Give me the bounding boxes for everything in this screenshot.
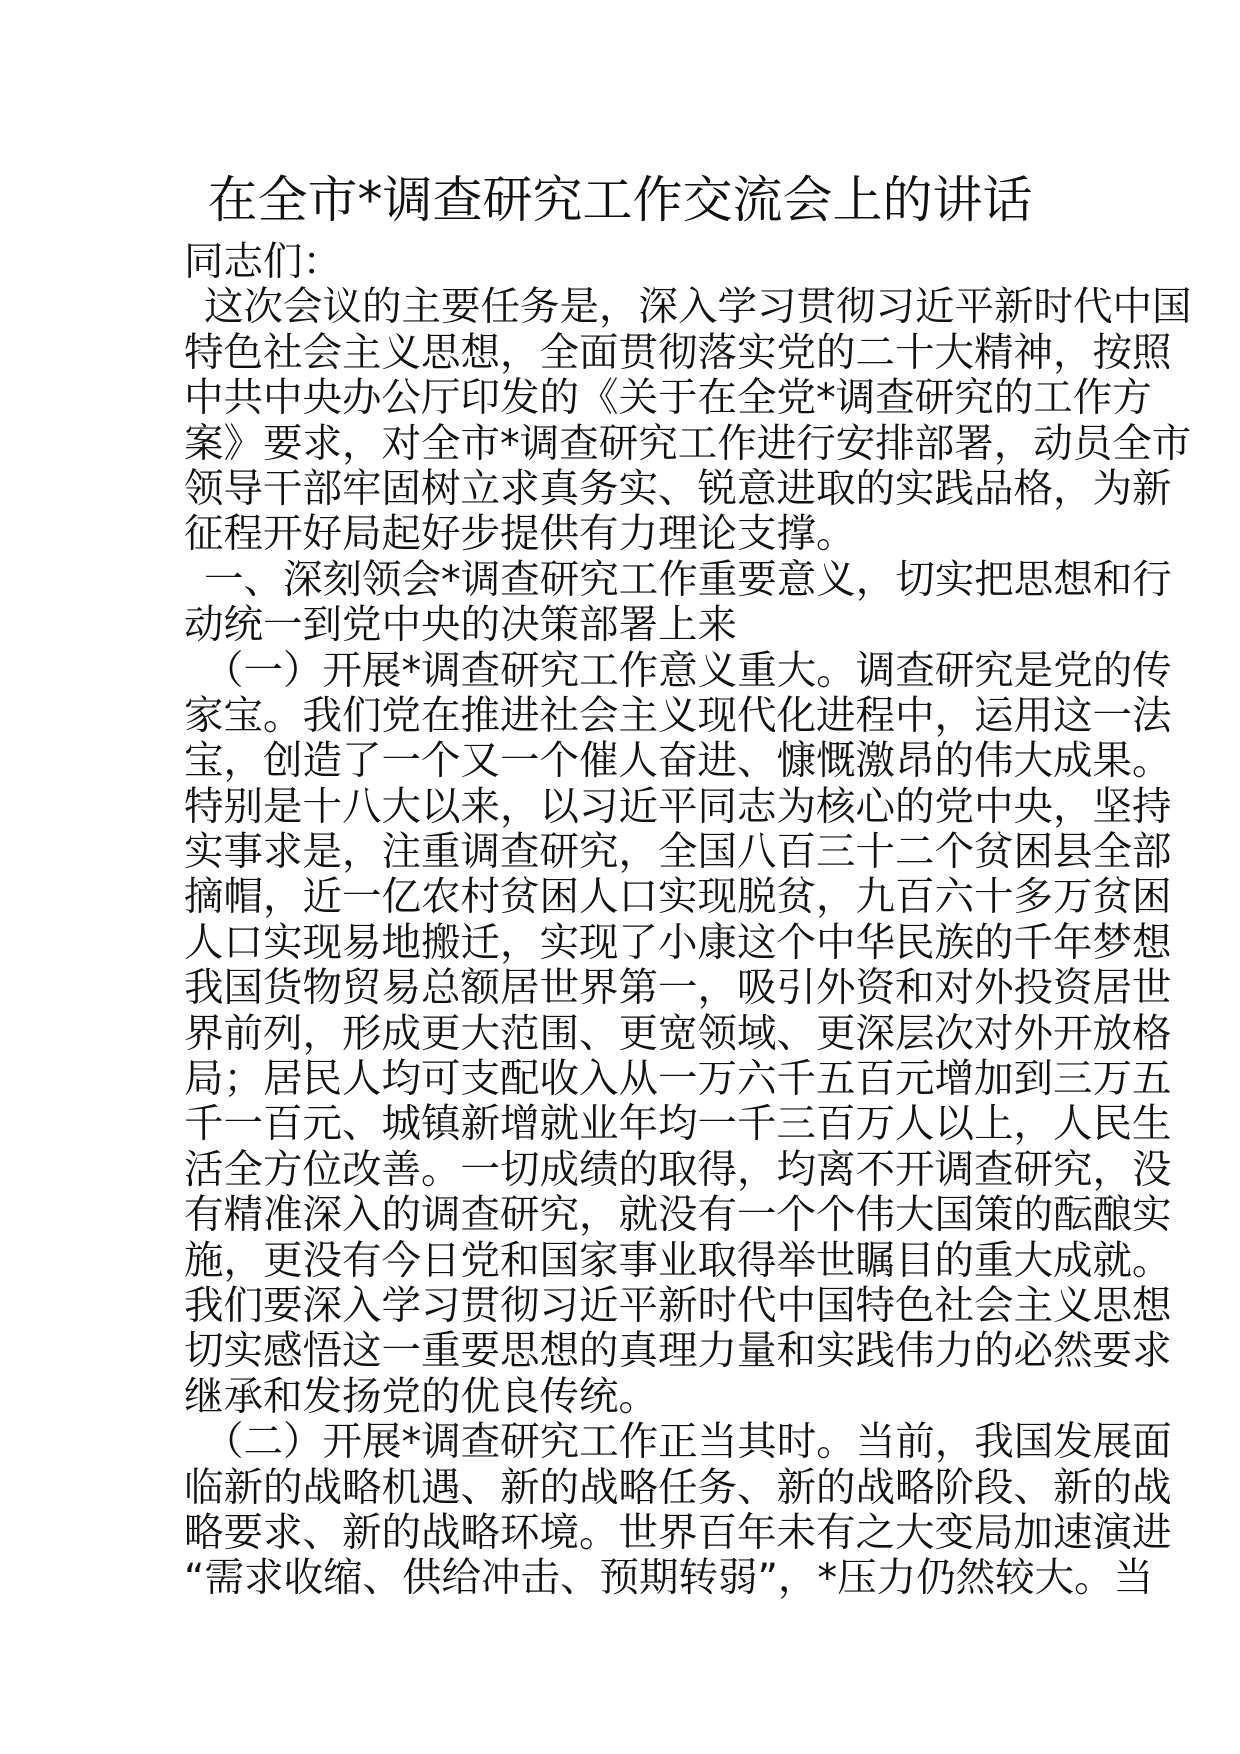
text-line: 同志们：: [184, 239, 342, 285]
text-line: 家宝。我们党在推进社会主义现代化进程中，运用这一法: [184, 692, 1172, 739]
text-line: 中共中央办公厅印发的《关于在全党*调查研究的工作方: [184, 375, 1152, 422]
text-line: 局；居民人均可支配收入从一万六千五百元增加到三万五: [184, 1056, 1172, 1103]
paragraph: [184, 284, 1192, 558]
text-line: 特色社会主义思想，全面贯彻落实党的二十大精神，按照: [184, 329, 1172, 376]
text-line: 千一百元、城镇新增就业年均一千三百万人以上，人民生: [184, 1101, 1172, 1148]
text-line: 动统一到党中央的决策部署上来: [184, 602, 737, 649]
text-line: 略要求、新的战略环境。世界百年未有之大变局加速演进: [184, 1509, 1172, 1556]
text-line: 人口实现易地搬迁，实现了小康这个中华民族的千年梦想: [184, 919, 1172, 966]
text-line: 继承和发扬党的优良传统。: [184, 1373, 658, 1420]
text-line: 征程开好局起好步提供有力理论支撑。: [184, 511, 856, 558]
document-body: [184, 239, 1192, 1602]
text-line: 这次会议的主要任务是，深入学习贯彻习近平新时代中国: [204, 284, 1192, 331]
text-line: 临新的战略机遇、新的战略任务、新的战略阶段、新的战: [184, 1464, 1172, 1511]
text-line: 宝，创造了一个又一个催人奋进、慷慨激昂的伟大成果。: [184, 738, 1172, 785]
text-line: 切实感悟这一重要思想的真理力量和实践伟力的必然要求: [184, 1328, 1172, 1375]
text-line: 摘帽，近一亿农村贫困人口实现脱贫，九百六十多万贫困: [184, 874, 1172, 921]
text-line: 一、深刻领会*调查研究工作重要意义，切实把思想和行: [204, 556, 1172, 603]
text-line: 活全方位改善。一切成绩的取得，均离不开调查研究，没: [184, 1146, 1172, 1193]
text-line: 施，更没有今日党和国家事业取得举世瞩目的重大成就。: [184, 1237, 1172, 1284]
text-line: 有精准深入的调查研究，就没有一个个伟大国策的酝酿实: [184, 1192, 1172, 1239]
document-title: 在全市*调查研究工作交流会上的讲话: [207, 171, 1033, 229]
text-line: 界前列，形成更大范围、更宽领域、更深层次对外开放格: [184, 1010, 1172, 1057]
text-line: （二）开展*调查研究工作正当其时。当前，我国发展面: [204, 1419, 1172, 1466]
paragraph: [184, 647, 1172, 1421]
text-line: 特别是十八大以来，以习近平同志为核心的党中央，坚持: [184, 783, 1172, 830]
text-line: 案》要求，对全市*调查研究工作进行安排部署，动员全市: [184, 420, 1192, 467]
text-line: 我国货物贸易总额居世界第一，吸引外资和对外投资居世: [184, 965, 1172, 1012]
salutation: [184, 240, 1074, 285]
text-line: “需求收缩、供给冲击、预期转弱”，*压力仍然较大。当: [184, 1555, 1154, 1602]
text-line: （一）开展*调查研究工作意义重大。调查研究是党的传: [204, 647, 1172, 694]
text-line: 我们要深入学习贯彻习近平新时代中国特色社会主义思想: [184, 1282, 1172, 1329]
text-line: 领导干部牢固树立求真务实、锐意进取的实践品格，为新: [184, 465, 1172, 512]
paragraph: [184, 556, 1172, 649]
text-line: 实事求是，注重调查研究，全国八百三十二个贫困县全部: [184, 829, 1172, 876]
paragraph: [184, 1419, 1172, 1602]
